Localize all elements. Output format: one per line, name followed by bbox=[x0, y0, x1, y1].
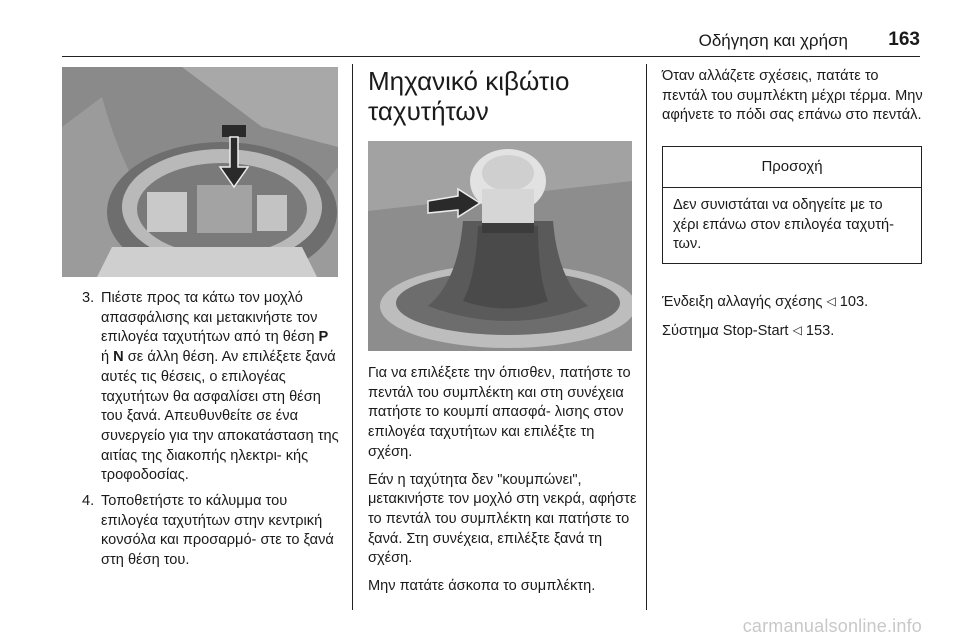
step-number: 4. bbox=[82, 493, 95, 510]
caution-text: Δεν συνιστάται να οδηγείτε με το χέρι επάνω στον επιλογέα ταχυτή- των. bbox=[673, 197, 895, 253]
page-number: 163 bbox=[888, 29, 920, 50]
paragraph: Μην πατάτε άσκοπα το συμπλέκτη. bbox=[368, 578, 596, 595]
right-intro bbox=[662, 67, 924, 134]
caution-title: Προσοχή bbox=[663, 147, 921, 188]
reference-label: Ένδειξη αλλαγής σχέσης bbox=[662, 294, 823, 310]
watermark: carmanualsonline.info bbox=[742, 616, 922, 636]
reference-page: 103. bbox=[839, 294, 869, 310]
reference-label: Σύστημα Stop-Start bbox=[662, 322, 789, 339]
column-divider bbox=[352, 64, 353, 610]
paragraph: Για να επιλέξετε την όπισθεν, πατήστε το πεντάλ του συμπλέκτη και στη συνέχεια πατήστε το κουμπί απασφά- λισης στον επιλογέα ταχυτήτων και επιλέξτε τη σχέση. bbox=[368, 365, 631, 460]
gear-lever-image bbox=[368, 141, 632, 351]
step-list bbox=[82, 289, 340, 571]
section-title: Μηχανικό κιβώτιο ταχυτήτων bbox=[368, 66, 570, 126]
paragraph: Εάν η ταχύτητα δεν "κουμπώνει", μετακινήστε τον μοχλό στη νεκρά, αφήστε το πεντάλ του συμπλέκτη και πατήστε το ξανά. Στη συνέχεια, επιλέξτε ξανά τη σχέση. bbox=[368, 471, 637, 567]
caution-box bbox=[662, 146, 922, 264]
reference-list bbox=[662, 292, 924, 349]
reference-item[interactable] bbox=[662, 292, 924, 313]
reference-item[interactable] bbox=[662, 321, 924, 342]
page-header-title: Οδήγηση και χρήση bbox=[698, 31, 848, 50]
step-item bbox=[82, 492, 340, 571]
step-item bbox=[82, 289, 340, 486]
reference-page: 153. bbox=[805, 322, 835, 339]
step-text: σε άλλη θέση. Αν επιλέξετε ξανά αυτές τις θέσεις, ο επιλογέας ταχυτήτων θα ασφαλίσει στη θέση του ξανά. Απευθυνθείτε σε ένα συνεργείο για την αποκατάσταση της αιτίας της διακοπής ηλεκτρι- κής τροφοδοσίας. bbox=[101, 349, 339, 484]
position-p-label: P bbox=[318, 329, 329, 346]
step-text: ή bbox=[101, 349, 114, 366]
step-text: Πιέστε προς τα κάτω τον μοχλό απασφάλισης και μετακινήστε τον επιλογέα ταχυτήτων από τη θέση bbox=[101, 290, 319, 346]
position-n-label: N bbox=[113, 349, 124, 366]
step-text: Τοποθετήστε το κάλυμμα του επιλογέα ταχυτήτων στην κεντρική κονσόλα και προσαρμό- στε το ξανά στη θέση του. bbox=[101, 493, 334, 569]
step-number: 3. bbox=[82, 290, 95, 306]
middle-column-text bbox=[368, 364, 638, 605]
page-reference-arrow-icon: ◁ bbox=[792, 322, 802, 337]
paragraph: Όταν αλλάζετε σχέσεις, πατάτε το πεντάλ του συμπλέκτη μέχρι τέρμα. Μην αφήνετε το πόδι σας επάνω στο πεντάλ. bbox=[662, 68, 923, 124]
gear-selector-cover-image bbox=[62, 67, 338, 277]
page-reference-arrow-icon: ◁ bbox=[826, 294, 836, 308]
header-rule bbox=[62, 56, 920, 57]
column-divider bbox=[646, 64, 647, 610]
left-column bbox=[82, 289, 340, 577]
